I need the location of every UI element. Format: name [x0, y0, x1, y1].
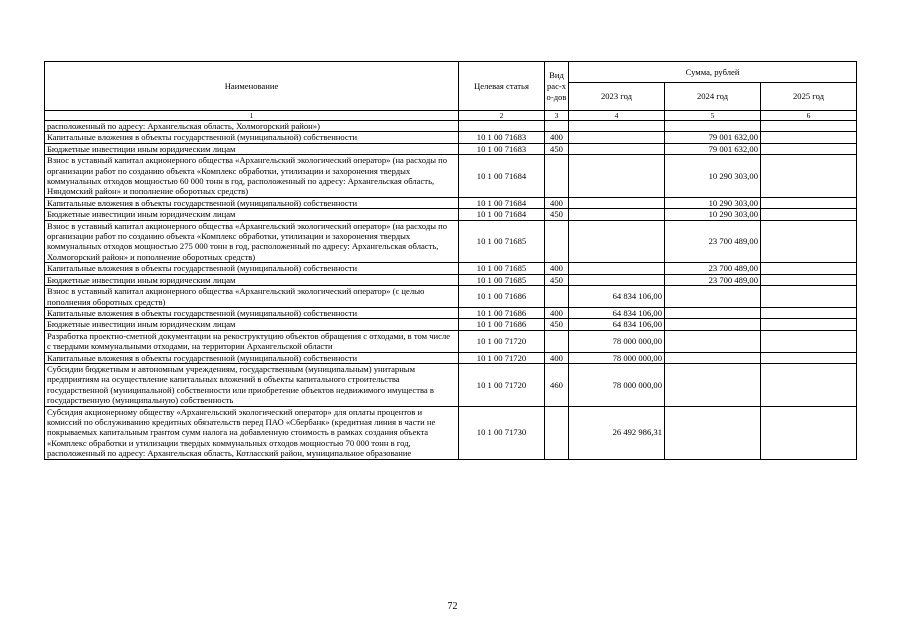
table-body — [45, 121, 857, 460]
header-2025: 2025 год — [761, 83, 857, 111]
budget-table — [44, 61, 857, 460]
row-expense-type: 400 — [545, 352, 569, 363]
table-row — [45, 319, 857, 330]
row-target-article: 10 1 00 71685 — [459, 220, 545, 263]
row-sum-2025 — [761, 307, 857, 318]
row-sum-2024 — [665, 352, 761, 363]
column-number: 1 — [45, 111, 459, 121]
row-expense-type: 400 — [545, 197, 569, 208]
row-expense-type — [545, 121, 569, 132]
row-sum-2025 — [761, 155, 857, 198]
row-target-article: 10 1 00 71684 — [459, 155, 545, 198]
row-name: Разработка проектно-сметной документации на рекоструктуцию объектов обращения с отходами, в том числе с твердыми коммунальными отходами, на территории Архангельской области — [45, 330, 459, 352]
row-expense-type: 400 — [545, 132, 569, 143]
column-number: 5 — [665, 111, 761, 121]
row-sum-2024: 79 001 632,00 — [665, 132, 761, 143]
row-name: Взнос в уставный капитал акционерного общества «Архангельский экологический оператор» (на расходы по организации работ по созданию объекта «Комплекс обработки, утилизации и захоронения твердых коммунальных отходов мощностью 60 000 тонн в год, расположенный по адресу: Архангельская область, Няндомский район» и пополнение оборотных средств) — [45, 155, 459, 198]
row-sum-2023 — [569, 274, 665, 285]
row-expense-type: 450 — [545, 209, 569, 220]
row-sum-2024: 10 290 303,00 — [665, 155, 761, 198]
row-sum-2025 — [761, 274, 857, 285]
row-sum-2023: 64 834 106,00 — [569, 319, 665, 330]
row-sum-2024: 10 290 303,00 — [665, 209, 761, 220]
row-sum-2024 — [665, 286, 761, 308]
row-sum-2024 — [665, 330, 761, 352]
column-number: 6 — [761, 111, 857, 121]
row-target-article: 10 1 00 71720 — [459, 330, 545, 352]
row-sum-2023 — [569, 197, 665, 208]
row-sum-2024: 10 290 303,00 — [665, 197, 761, 208]
column-number: 4 — [569, 111, 665, 121]
row-sum-2025 — [761, 143, 857, 154]
row-sum-2025 — [761, 197, 857, 208]
row-sum-2023 — [569, 220, 665, 263]
row-expense-type — [545, 155, 569, 198]
row-sum-2024: 79 001 632,00 — [665, 143, 761, 154]
row-target-article: 10 1 00 71686 — [459, 286, 545, 308]
row-name: Субсидия акционерному обществу «Архангельский экологический оператор» для оплаты процентов и комиссий по обслуживанию кредитных обязательств перед ПАО «Сбербанк» (кредитная линия в части не покрываемых капитальным грантом сумм налога на добавленную стоимость в рамках создания объекта «Комплекс обработки и утилизации твердых коммунальных отходов мощностью 70 000 тонн в год, расположенный по адресу: Архангельская область, Котласский район, муниципальное образование — [45, 406, 459, 459]
row-target-article: 10 1 00 71720 — [459, 352, 545, 363]
row-name: Субсидии бюджетным и автономным учреждениям, государственным (муниципальным) унитарным предприятиям на осуществление капитальных вложений в объекты капитального строительства государственной (муниципальной) собственности или приобретение объектов недвижимого имущества в государственную (муниципальную) собственность — [45, 363, 459, 406]
row-target-article: 10 1 00 71720 — [459, 363, 545, 406]
header-2024: 2024 год — [665, 83, 761, 111]
row-name: Взнос в уставный капитал акционерного общества «Архангельский экологический оператор» (на расходы по организации работ по созданию объекта «Комплекс обработки, утилизации и захоронения твердых коммунальных отходов мощностью 275 000 тонн в год, расположенный по адресу: Архангельская область, Холмогорский район» и пополнение оборотных средств) — [45, 220, 459, 263]
row-sum-2023 — [569, 263, 665, 274]
row-name: Бюджетные инвестиции иным юридическим лицам — [45, 143, 459, 154]
row-target-article: 10 1 00 71683 — [459, 143, 545, 154]
row-name: Бюджетные инвестиции иным юридическим лицам — [45, 274, 459, 285]
row-sum-2025 — [761, 263, 857, 274]
row-sum-2023 — [569, 209, 665, 220]
row-sum-2024: 23 700 489,00 — [665, 274, 761, 285]
row-sum-2024: 23 700 489,00 — [665, 220, 761, 263]
row-sum-2023: 64 834 106,00 — [569, 286, 665, 308]
row-name: Капитальные вложения в объекты государственной (муниципальной) собственности — [45, 132, 459, 143]
row-target-article: 10 1 00 71686 — [459, 319, 545, 330]
row-expense-type: 450 — [545, 143, 569, 154]
table-row — [45, 121, 857, 132]
table-row — [45, 220, 857, 263]
table-row — [45, 155, 857, 198]
row-target-article: 10 1 00 71686 — [459, 307, 545, 318]
header-expense-type: Вид рас-хо-дов — [545, 62, 569, 111]
row-sum-2025 — [761, 406, 857, 459]
row-sum-2023 — [569, 155, 665, 198]
row-sum-2023: 64 834 106,00 — [569, 307, 665, 318]
row-name: Взнос в уставный капитал акционерного общества «Архангельский экологический оператор» (с целью пополнения оборотных средств) — [45, 286, 459, 308]
row-sum-2024 — [665, 121, 761, 132]
row-sum-2025 — [761, 330, 857, 352]
row-sum-2023: 78 000 000,00 — [569, 352, 665, 363]
table-row — [45, 197, 857, 208]
row-sum-2024 — [665, 319, 761, 330]
row-sum-2023 — [569, 143, 665, 154]
row-target-article: 10 1 00 71685 — [459, 263, 545, 274]
header-2023: 2023 год — [569, 83, 665, 111]
table-row — [45, 307, 857, 318]
table-row — [45, 330, 857, 352]
row-target-article: 10 1 00 71684 — [459, 197, 545, 208]
column-number: 3 — [545, 111, 569, 121]
row-expense-type: 450 — [545, 319, 569, 330]
row-sum-2023 — [569, 132, 665, 143]
row-name: Капитальные вложения в объекты государственной (муниципальной) собственности — [45, 307, 459, 318]
row-name: Бюджетные инвестиции иным юридическим лицам — [45, 319, 459, 330]
table-row — [45, 209, 857, 220]
row-target-article: 10 1 00 71684 — [459, 209, 545, 220]
row-sum-2023 — [569, 121, 665, 132]
table-row — [45, 363, 857, 406]
row-sum-2025 — [761, 132, 857, 143]
table-row — [45, 274, 857, 285]
row-sum-2025 — [761, 319, 857, 330]
row-target-article — [459, 121, 545, 132]
row-sum-2025 — [761, 121, 857, 132]
row-sum-2024 — [665, 406, 761, 459]
row-expense-type: 450 — [545, 274, 569, 285]
row-sum-2024: 23 700 489,00 — [665, 263, 761, 274]
header-sum: Сумма, рублей — [569, 62, 857, 83]
row-expense-type — [545, 330, 569, 352]
row-sum-2024 — [665, 307, 761, 318]
row-expense-type — [545, 220, 569, 263]
row-sum-2023: 78 000 000,00 — [569, 330, 665, 352]
header-name: Наименование — [45, 62, 459, 111]
row-sum-2025 — [761, 209, 857, 220]
row-target-article: 10 1 00 71685 — [459, 274, 545, 285]
row-name: Капитальные вложения в объекты государственной (муниципальной) собственности — [45, 263, 459, 274]
header-target-article: Целевая статья — [459, 62, 545, 111]
row-expense-type: 400 — [545, 263, 569, 274]
row-sum-2023: 26 492 986,31 — [569, 406, 665, 459]
row-expense-type: 400 — [545, 307, 569, 318]
row-sum-2024 — [665, 363, 761, 406]
row-sum-2025 — [761, 352, 857, 363]
row-expense-type: 460 — [545, 363, 569, 406]
page-number: 72 — [447, 601, 458, 612]
row-name: Бюджетные инвестиции иным юридическим лицам — [45, 209, 459, 220]
row-sum-2025 — [761, 220, 857, 263]
row-name: Капитальные вложения в объекты государственной (муниципальной) собственности — [45, 197, 459, 208]
row-target-article: 10 1 00 71683 — [459, 132, 545, 143]
table-row — [45, 263, 857, 274]
row-sum-2025 — [761, 286, 857, 308]
table-row — [45, 143, 857, 154]
row-sum-2023: 78 000 000,00 — [569, 363, 665, 406]
row-sum-2025 — [761, 363, 857, 406]
row-expense-type — [545, 286, 569, 308]
row-expense-type — [545, 406, 569, 459]
table-row — [45, 132, 857, 143]
row-target-article: 10 1 00 71730 — [459, 406, 545, 459]
row-name: Капитальные вложения в объекты государственной (муниципальной) собственности — [45, 352, 459, 363]
column-number-row — [45, 111, 857, 121]
column-number: 2 — [459, 111, 545, 121]
table-row — [45, 406, 857, 459]
table-row — [45, 352, 857, 363]
table-row — [45, 286, 857, 308]
row-name: расположенный по адресу: Архангельская область, Холмогорский район») — [45, 121, 459, 132]
